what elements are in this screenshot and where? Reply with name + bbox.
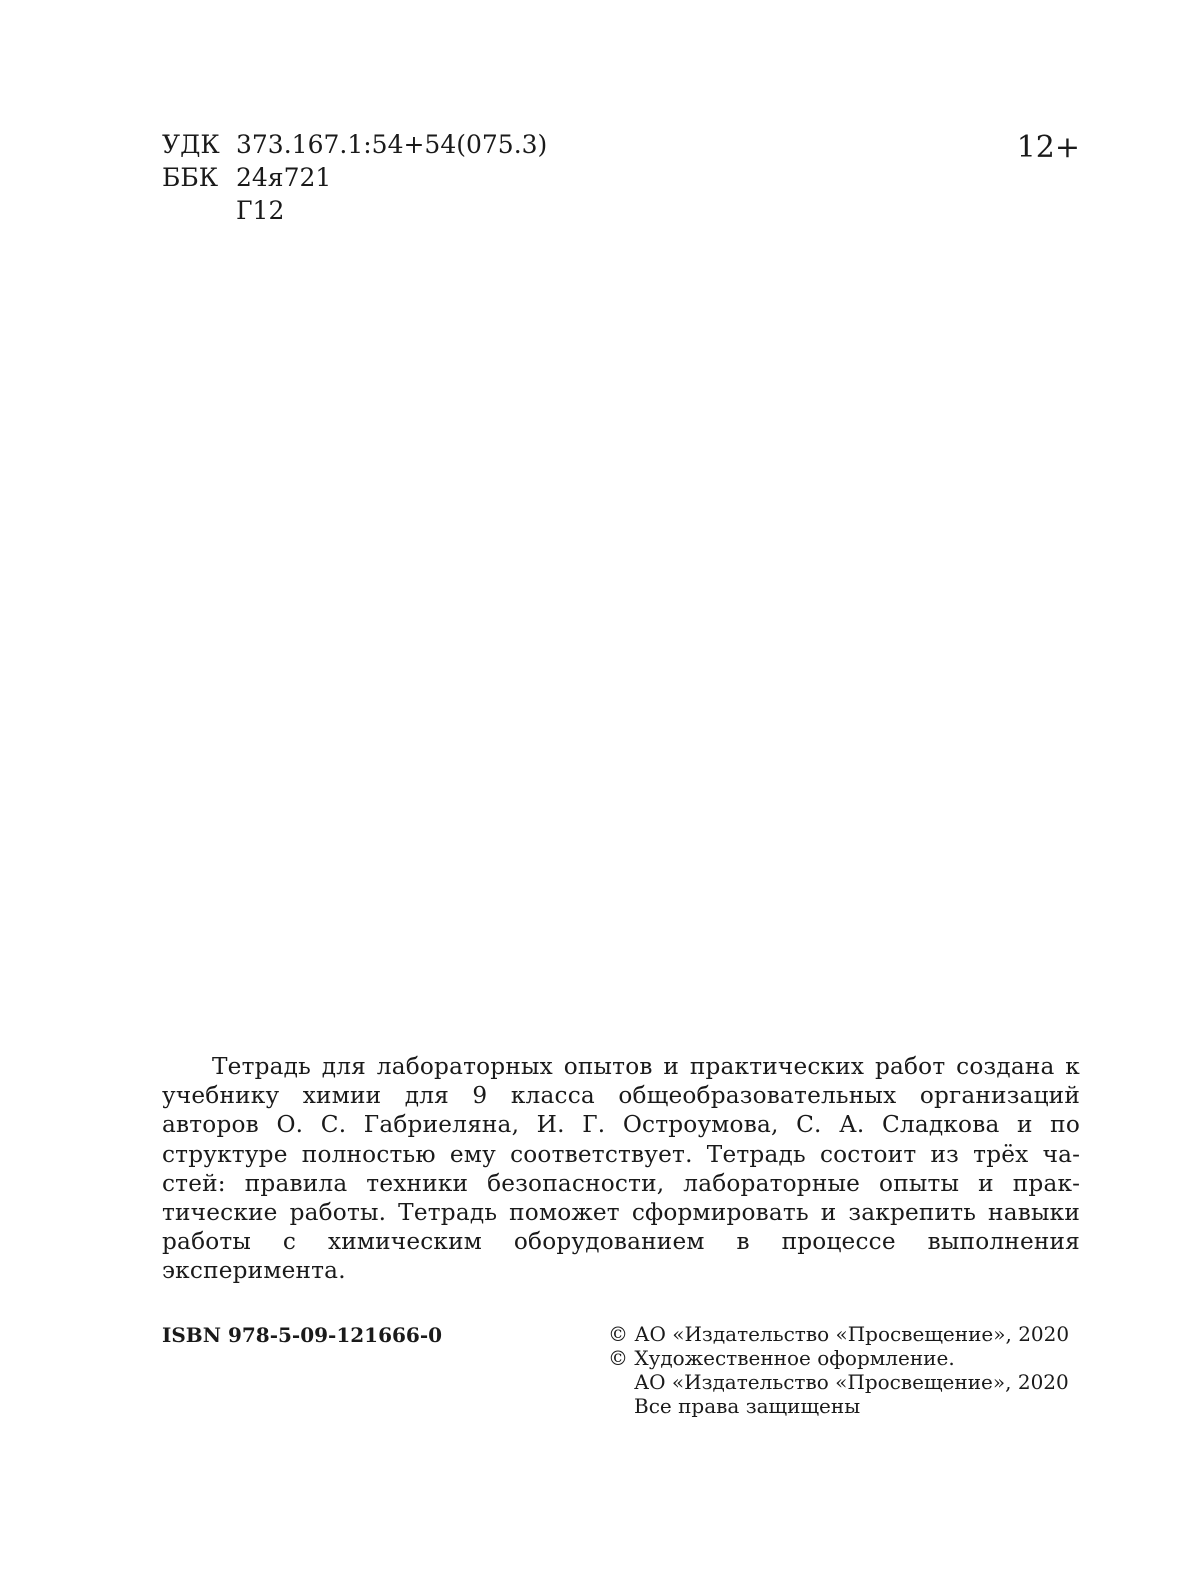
copyright-line-design-publisher: АО «Издательство «Просвещение», 2020	[634, 1370, 1069, 1394]
age-rating: 12+	[1016, 130, 1080, 165]
author-mark: Г12	[236, 196, 285, 225]
udk-value: 373.167.1:54+54(075.3)	[236, 130, 548, 159]
copyright-line-rights: Все права защищены	[634, 1394, 861, 1418]
copyright-block	[608, 1322, 1080, 1418]
bbk-label: ББК	[162, 163, 219, 192]
copyright-line-publisher: © АО «Издательство «Просвещение», 2020	[608, 1322, 1070, 1346]
udk-label: УДК	[162, 130, 220, 159]
bbk-row	[162, 161, 547, 194]
bbk-value: 24я721	[236, 163, 332, 192]
author-mark-row	[162, 194, 547, 227]
copyright-line-design: © Художественное оформление.	[608, 1346, 955, 1370]
isbn: ISBN 978-5-09-121666-0	[162, 1323, 443, 1347]
classification-block	[162, 128, 547, 227]
annotation-paragraph: Тетрадь для лабораторных опытов и практических работ создана к учебнику химии для 9 класса общеобразовательных организаций авторов О. С. Габриеляна, И. Г. Остроумова, С. А. Сладкова и по структуре полностью ему соответствует. Тетрадь состоит из трёх частей: правила техники безопасности, лабораторные опыты и практические работы. Тетрадь поможет сформировать и закрепить навыки работы с химическим оборудованием в процессе выполнения эксперимента.	[162, 1053, 1080, 1285]
udk-row	[162, 128, 547, 161]
